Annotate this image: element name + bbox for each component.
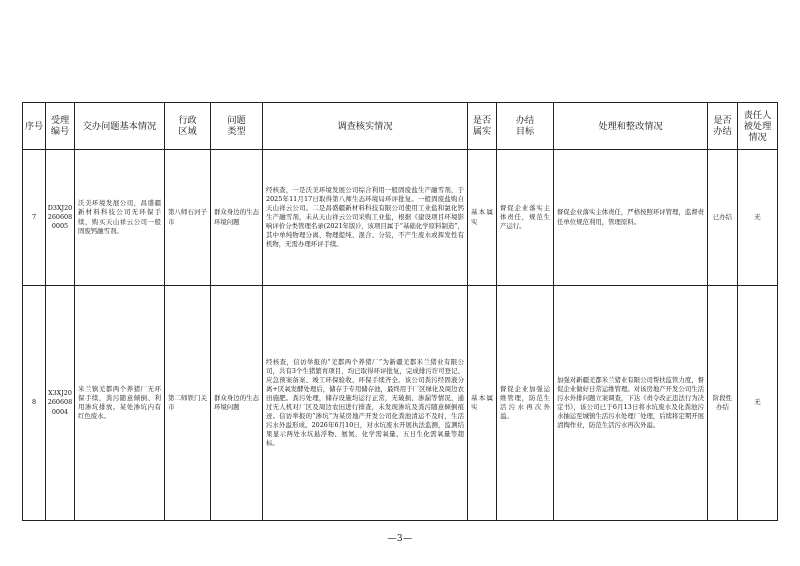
cell-investigation: 经核查，信访举报的“羌都两个养猪厂”为新疆羌都米兰猪业有限公司，共有3个生猪繁育项目，均已取得环评批复，完成排污许可登记、应急预案备案、竣工环保验收、环保手续齐全。该公司粪污经固液分离+厌氧发酵处理后，储存于专用储存池，最终用于厂区绿化及周边农田施肥。粪污处理，储存设施均运行正常，无破损、渗漏等情况，通过无人机对厂区及周边农田进行排查，未发现渗坑及粪污随意倾倒痕迹。信访举报的“渗坑”为某房地产开发公司化粪池清运不及时，生活污水外溢形成。2026年6月10日，对水坑废水开展执法监测，监测结果显示两处水坑悬浮物、氨氮、化学需氧量、五日生化需氧量等超标。 <box>263 286 468 521</box>
header-id: 受理 编号 <box>46 103 75 150</box>
cell-handling: 督促企业落实主体责任，严格按照环评管理，监督责任单位规范利用，管理原料。 <box>554 150 708 286</box>
page-number: —3— <box>387 534 413 544</box>
cell-type: 群众身边的生态环境问题 <box>211 286 263 521</box>
cell-handling: 加强对新疆羌都米兰猪业有限公司帮扶监管力度，督促企业做好日常运维管理。对该房地产开发公司生活污水外排问题立案调查，下达《责令改正违法行为决定书》，该公司已于6月13日将水坑废水及化粪池污水抽运至城镇生活污水处理厂处理，后续将定期开展清掏作业，防范生活污水再次外溢。 <box>554 286 708 521</box>
header-type: 问题 类型 <box>211 103 263 150</box>
table-row <box>23 286 778 521</box>
cell-accountability: 无 <box>738 286 778 521</box>
cell-region: 第二师铁门关市 <box>165 286 211 521</box>
cell-issue: 沃美环境发展公司，昌盛疆新材料科技公司无环保手续，购买天山祥云公司一般固废钙融雪剂。 <box>75 150 165 286</box>
cell-goal: 督促企业加强运维管理，防范生活污水再次外溢。 <box>497 286 554 521</box>
header-issue: 交办问题基本情况 <box>75 103 165 150</box>
table-row <box>23 150 778 286</box>
cell-accountability: 无 <box>738 150 778 286</box>
header-region: 行政 区域 <box>165 103 211 150</box>
cell-id: D3XJ202606080005 <box>46 150 75 286</box>
cell-verified: 基本属实 <box>468 150 497 286</box>
header-handling: 处理和整改情况 <box>554 103 708 150</box>
header-verified: 是否 属实 <box>468 103 497 150</box>
cell-goal: 督促企业落实主体责任，规范生产运行。 <box>497 150 554 286</box>
cell-region: 第八师石河子市 <box>165 150 211 286</box>
cell-investigation: 经核查，一是沃美环境发展公司综合利用一般固废盐生产融雪剂，于2025年11月17日取得第八师生态环境局环评批复。一般固废盐购自天山祥云公司。二是昌盛疆新材料科技有限公司使用工业盐和氯化钙生产融雪剂，未从天山祥云公司采购工业盐，根据《建设项目环境影响评价分类管理名录(2021年版)》，该项目属于“基础化学原料制造”，其中单纯物理分离、物理提纯、混合、分装，不产生废水或挥发性有机物，无需办理环评手续。 <box>263 150 468 286</box>
header-accountability: 责任人 被处理 情况 <box>738 103 778 150</box>
cell-verified: 基本属实 <box>468 286 497 521</box>
header-row <box>23 103 778 150</box>
header-investigation: 调查核实情况 <box>263 103 468 150</box>
cell-closed: 已办结 <box>708 150 738 286</box>
cell-id: X3XJ202606080004 <box>46 286 75 521</box>
cell-seq: 7 <box>23 150 46 286</box>
cell-issue: 米兰镇羌都两个养猪厂无环保手续，粪污随意倾倒、利用渗坑排放。某处渗坑内有红色废水。 <box>75 286 165 521</box>
report-table <box>22 102 778 521</box>
cell-type: 群众身边的生态环境问题 <box>211 150 263 286</box>
header-closed: 是否 办结 <box>708 103 738 150</box>
header-goal: 办结 目标 <box>497 103 554 150</box>
cell-closed: 阶段性办结 <box>708 286 738 521</box>
cell-seq: 8 <box>23 286 46 521</box>
header-seq: 序号 <box>23 103 46 150</box>
